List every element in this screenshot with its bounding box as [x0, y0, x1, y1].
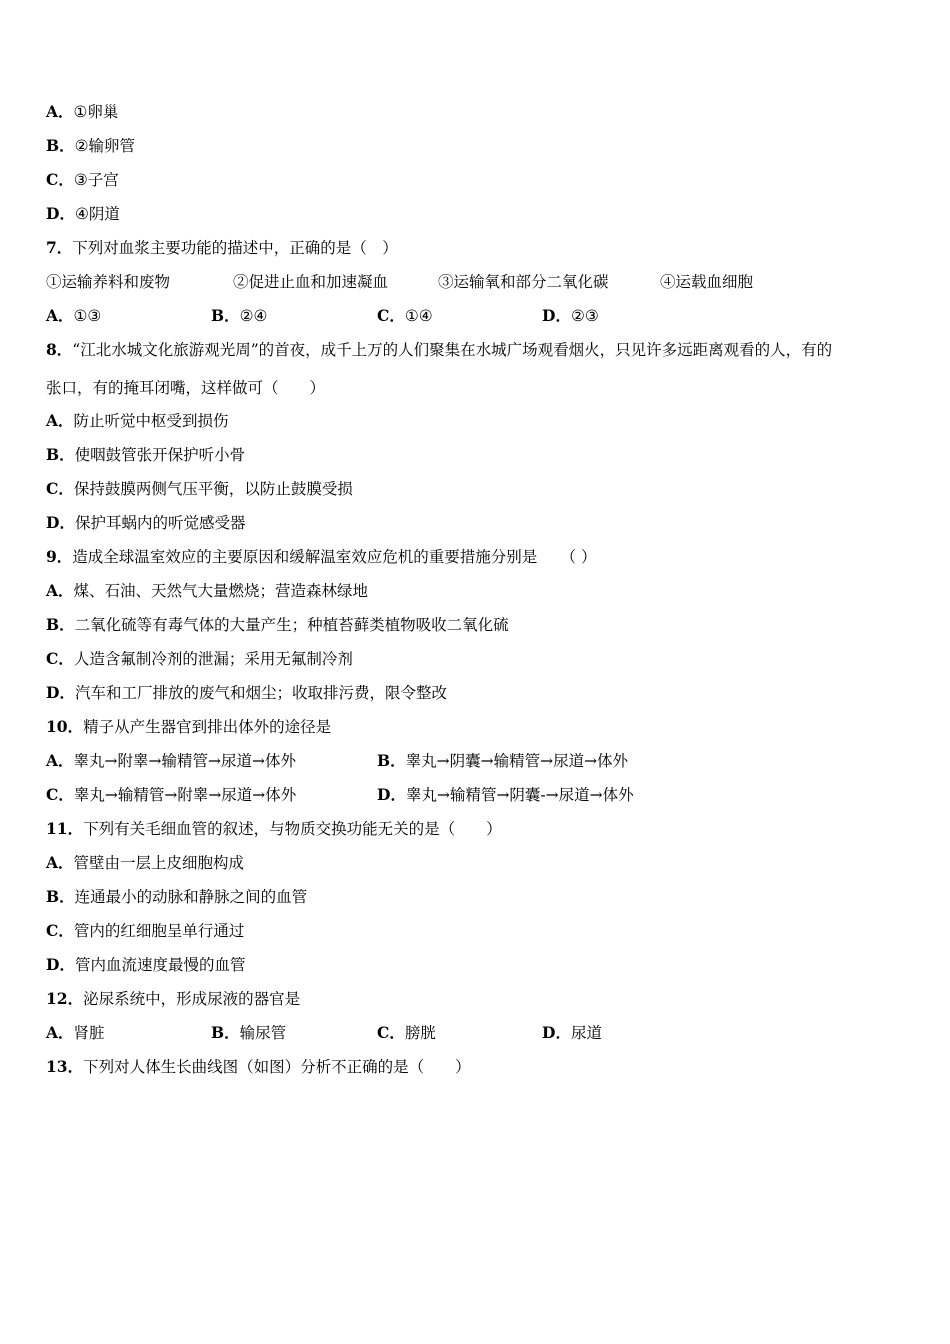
q7-stem: 7．下列对血浆主要功能的描述中，正确的是（ ）	[46, 238, 398, 257]
q9-option-c: C．人造含氟制冷剂的泄漏；采用无氟制冷剂	[46, 649, 353, 668]
q8-option-d: D．保护耳蜗内的听觉感受器	[46, 513, 246, 532]
q7-option-a: A．①③	[46, 306, 102, 325]
q6-option-a: A．①卵巢	[46, 102, 119, 121]
q8-stem-line1: 8．“江北水城文化旅游观光周”的首夜，成千上万的人们聚集在水城广场观看烟火，只见许多远距离观看的人，有的	[46, 340, 833, 359]
q7-item-3: ③运输氧和部分二氧化碳	[438, 273, 609, 291]
q6-option-d: D．④阴道	[46, 204, 120, 223]
q10-option-d: D．睾丸→输精管→阴囊-→尿道→体外	[377, 785, 634, 804]
q8-option-b: B．使咽鼓管张开保护听小骨	[46, 445, 246, 464]
q9-option-a: A．煤、石油、天然气大量燃烧；营造森林绿地	[46, 581, 369, 600]
q12-option-c: C．膀胱	[377, 1023, 436, 1042]
q9-stem: 9．造成全球温室效应的主要原因和缓解温室效应危机的重要措施分别是 （ ）	[46, 547, 597, 566]
q11-option-c: C．管内的红细胞呈单行通过	[46, 921, 245, 940]
q10-stem: 10．精子从产生器官到排出体外的途径是	[46, 717, 332, 736]
q13-stem: 13．下列对人体生长曲线图（如图）分析不正确的是（ ）	[46, 1057, 471, 1076]
q11-option-d: D．管内血流速度最慢的血管	[46, 955, 246, 974]
q10-option-c: C．睾丸→输精管→附睾→尿道→体外	[46, 785, 297, 804]
q6-option-c: C．③子宫	[46, 170, 119, 189]
q12-option-a: A．肾脏	[46, 1023, 105, 1042]
q12-option-d: D．尿道	[542, 1023, 602, 1042]
q8-stem-line2: 张口，有的掩耳闭嘴，这样做可（ ）	[46, 379, 326, 397]
q7-option-c: C．①④	[377, 306, 433, 325]
q7-item-1: ①运输养料和废物	[46, 273, 171, 291]
q7-option-d: D．②③	[542, 306, 599, 325]
q11-stem: 11．下列有关毛细血管的叙述，与物质交换功能无关的是（ ）	[46, 819, 502, 838]
q11-option-a: A．管壁由一层上皮细胞构成	[46, 853, 245, 872]
q10-option-a: A．睾丸→附睾→输精管→尿道→体外	[46, 751, 296, 770]
q8-option-a: A．防止听觉中枢受到损伤	[46, 411, 229, 430]
q7-option-b: B．②④	[211, 306, 268, 325]
q7-item-2: ②促进止血和加速凝血	[233, 273, 389, 291]
q11-option-b: B．连通最小的动脉和静脉之间的血管	[46, 887, 308, 906]
q12-option-b: B．输尿管	[211, 1023, 287, 1042]
q9-option-b: B．二氧化硫等有毒气体的大量产生；种植苔藓类植物吸收二氧化硫	[46, 615, 509, 634]
q12-stem: 12．泌尿系统中，形成尿液的器官是	[46, 989, 301, 1008]
q9-option-d: D．汽车和工厂排放的废气和烟尘；收取排污费，限令整改	[46, 683, 447, 702]
q8-option-c: C．保持鼓膜两侧气压平衡，以防止鼓膜受损	[46, 479, 353, 498]
q7-item-4: ④运载血细胞	[660, 273, 754, 291]
q10-option-b: B．睾丸→阴囊→输精管→尿道→体外	[377, 751, 629, 770]
q6-option-b: B．②输卵管	[46, 136, 136, 155]
